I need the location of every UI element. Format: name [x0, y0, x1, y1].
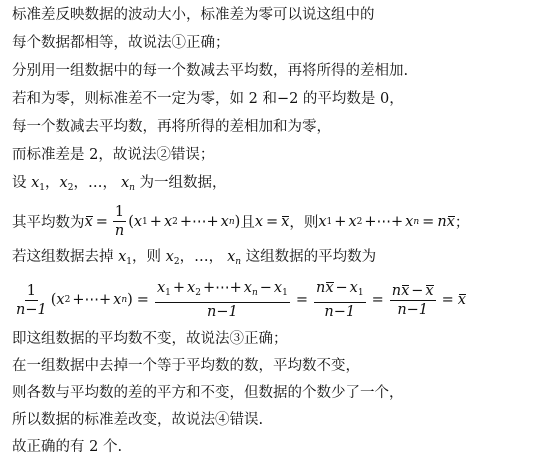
equals-sign: = [266, 213, 279, 230]
var-x: x [165, 249, 174, 265]
plus-sign: + [149, 213, 162, 230]
equals-sign: = [95, 213, 108, 230]
fraction-denominator: n [114, 223, 125, 239]
fraction-1-over-n [113, 204, 126, 239]
plus-dots-plus: +⋯+ [179, 213, 219, 230]
comma: ， [208, 249, 224, 265]
fraction-numerator [390, 283, 436, 301]
equals-sign: = [136, 292, 149, 308]
equals-sign: = [441, 292, 454, 308]
subscript: 2 [173, 257, 180, 267]
fraction-1-over-n-minus-1 [14, 283, 49, 318]
plus-dots-plus: +⋯+ [202, 280, 242, 296]
text-line-11: 即这组数据的平均数不变，故说法③正确； [12, 331, 288, 347]
line7-suffix: 为一组数据， [134, 175, 227, 191]
subscript: 2 [356, 216, 363, 227]
var-x: x [348, 213, 357, 230]
var-x: x [113, 292, 122, 308]
text-line-3: 分别用一组数据中的每一个数减去平均数，再将所得的差相加. [12, 63, 409, 79]
plus-sign: + [334, 213, 347, 230]
fraction-sum-minus-x1 [155, 280, 290, 320]
subscript: n [413, 216, 420, 227]
minus-sign: − [259, 280, 272, 296]
minus-sign: − [335, 280, 348, 296]
paren-close: ) [234, 213, 241, 230]
var-x: x [120, 175, 130, 191]
comma: ， [45, 175, 60, 191]
comma: ， [102, 175, 117, 191]
var-x: x [156, 280, 166, 296]
subscript: n [235, 257, 242, 267]
equals-sign: = [422, 213, 435, 230]
fraction-denominator: n−1 [324, 304, 356, 320]
comma: ， [179, 249, 195, 265]
fraction-nxbar-minus-x1 [314, 280, 366, 320]
line8-then: ，则 [289, 215, 319, 231]
var-x: x [133, 213, 143, 230]
var-x: x [227, 249, 236, 265]
text-line-14: 所以数据的标准差改变，故说法④错误. [12, 412, 264, 428]
line9-suffix: 这组数据的平均数为 [241, 249, 377, 265]
ellipsis: … [87, 175, 103, 191]
subscript: 2 [67, 183, 74, 193]
mean-x: x [446, 213, 455, 230]
line9-prefix: 若这组数据去掉 [12, 249, 119, 265]
var-n: n [315, 280, 326, 296]
subscript: n [121, 295, 128, 305]
ellipsis: … [194, 249, 209, 265]
subscript: 1 [165, 288, 171, 298]
fraction-numerator: 1 [26, 282, 36, 299]
plus-dots-plus: +⋯+ [72, 292, 112, 308]
comma: ， [73, 175, 88, 191]
plus-sign: + [172, 280, 186, 296]
var-x: x [220, 213, 229, 230]
subscript: 1 [39, 183, 46, 193]
var-x: x [187, 280, 196, 296]
var-x: x [318, 213, 327, 230]
subscript: 1 [326, 216, 333, 227]
paren-open: ( [50, 292, 57, 308]
mean-x: x [325, 280, 334, 296]
fraction-numerator [155, 280, 290, 303]
subscript: n [228, 216, 235, 227]
text-line-15: 故正确的有 2 个. [12, 439, 123, 455]
var-x: x [405, 213, 414, 230]
text-line-5: 每一个数减去平均数，再将所得的差相加和为零， [12, 119, 331, 135]
subscript: 1 [357, 288, 364, 298]
var-x: x [254, 213, 264, 230]
equals-sign: = [295, 292, 308, 308]
mean-x: x [281, 213, 290, 230]
mean-x: x [457, 292, 466, 308]
fraction-denominator: n−1 [16, 301, 47, 318]
minus-sign: − [411, 282, 424, 299]
fraction-nxbar-minus-xbar [390, 283, 436, 318]
var-x: x [243, 280, 252, 296]
text-line-12: 在一组数据中去掉一个等于平均数的数，平均数不变， [12, 358, 360, 374]
text-line-13: 则各数与平均数的差的平方和不变，但数据的个数少了一个， [12, 385, 404, 401]
var-n: n [391, 282, 402, 299]
subscript: 2 [172, 216, 178, 227]
var-x: x [163, 213, 173, 230]
var-x: x [56, 292, 65, 308]
paren-open: ( [128, 213, 134, 230]
plus-dots-plus: +⋯+ [364, 213, 404, 230]
semicolon: ； [454, 215, 470, 231]
line8-and: 且 [240, 215, 255, 231]
text-line-1: 标准差反映数据的波动大小，标准差为零可以说这组中的 [12, 7, 375, 23]
var-x: x [118, 249, 127, 265]
subscript: 2 [195, 288, 201, 298]
paren-close: ) [127, 292, 133, 308]
subscript: n [129, 183, 135, 193]
subscript: 1 [142, 216, 148, 227]
fraction-numerator: 1 [114, 204, 125, 220]
subscript: 1 [126, 257, 133, 267]
text-line-9 [12, 248, 376, 266]
var-n: n [437, 213, 447, 230]
line9-mid: ，则 [132, 249, 166, 265]
mean-x: x [84, 213, 93, 230]
fraction-denominator: n−1 [207, 304, 238, 320]
text-line-8 [12, 204, 469, 239]
line7-prefix: 设 [12, 175, 32, 191]
equation-mean-after-removal [12, 280, 466, 320]
equals-sign: = [371, 292, 384, 308]
subscript: 2 [64, 295, 71, 305]
mean-x: x [401, 282, 410, 299]
subscript: 1 [282, 288, 288, 298]
var-x: x [59, 175, 68, 191]
text-line-6: 而标准差是 2，故说法②错误； [12, 147, 215, 163]
fraction-denominator: n−1 [397, 301, 429, 318]
var-x: x [349, 280, 358, 296]
text-line-7 [12, 174, 227, 192]
fraction-numerator [314, 280, 366, 303]
text-line-4: 若和为零，则标准差不一定为零，如 2 和−2 的平均数是 0， [12, 91, 404, 107]
line8-prefix: 其平均数为 [12, 215, 85, 231]
text-line-2: 每个数据都相等，故说法①正确； [12, 35, 230, 51]
mean-x: x [425, 282, 434, 299]
subscript: n [251, 288, 258, 298]
var-x: x [273, 280, 283, 296]
var-x: x [31, 175, 40, 191]
